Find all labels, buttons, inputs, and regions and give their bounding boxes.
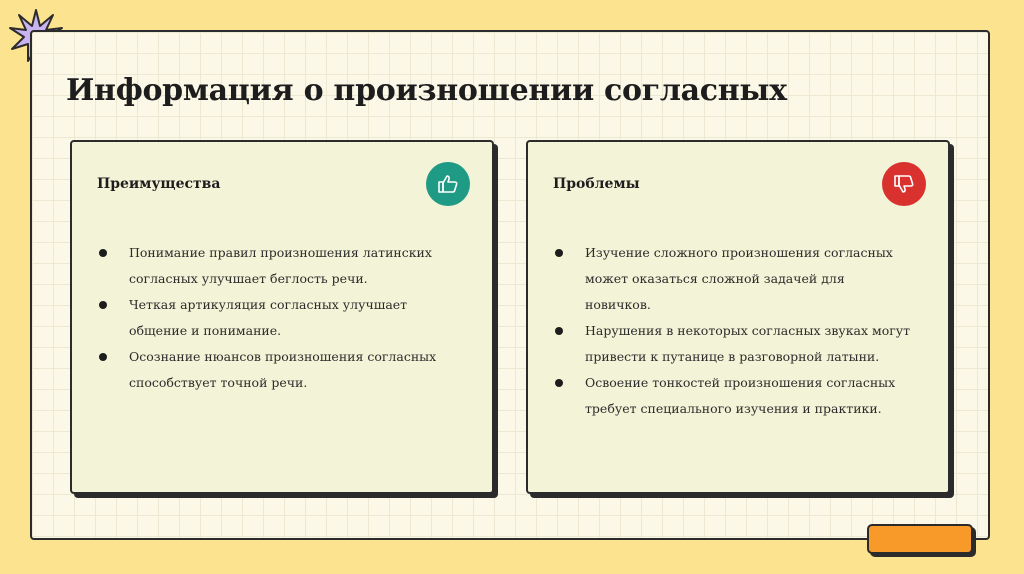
advantages-heading: Преимущества bbox=[97, 176, 221, 192]
list-item: Изучение сложного произношения согласных может оказаться сложной задачей для новичков. bbox=[553, 240, 913, 318]
bullet-icon bbox=[555, 327, 563, 335]
bullet-icon bbox=[99, 301, 107, 309]
thumbs-down-icon bbox=[892, 172, 916, 196]
list-item: Освоение тонкостей произношения согласных требует специального изучения и практики. bbox=[553, 370, 913, 422]
list-item: Четкая артикуляция согласных улучшает общение и понимание. bbox=[97, 292, 457, 344]
advantages-card bbox=[70, 140, 494, 494]
list-item: Понимание правил произношения латинских согласных улучшает беглость речи. bbox=[97, 240, 457, 292]
bullet-icon bbox=[555, 249, 563, 257]
next-slide-button[interactable] bbox=[867, 524, 973, 554]
bullet-icon bbox=[555, 379, 563, 387]
page-title: Информация о произношении согласных bbox=[66, 73, 787, 108]
thumbs-up-icon bbox=[436, 172, 460, 196]
problems-list bbox=[553, 240, 913, 422]
thumbs-up-badge bbox=[426, 162, 470, 206]
bullet-icon bbox=[99, 249, 107, 257]
bullet-icon bbox=[99, 353, 107, 361]
thumbs-down-badge bbox=[882, 162, 926, 206]
problems-heading: Проблемы bbox=[553, 176, 640, 192]
list-item: Осознание нюансов произношения согласных способствует точной речи. bbox=[97, 344, 457, 396]
problems-card bbox=[526, 140, 950, 494]
advantages-list bbox=[97, 240, 457, 396]
list-item: Нарушения в некоторых согласных звуках могут привести к путанице в разговорной латыни. bbox=[553, 318, 913, 370]
